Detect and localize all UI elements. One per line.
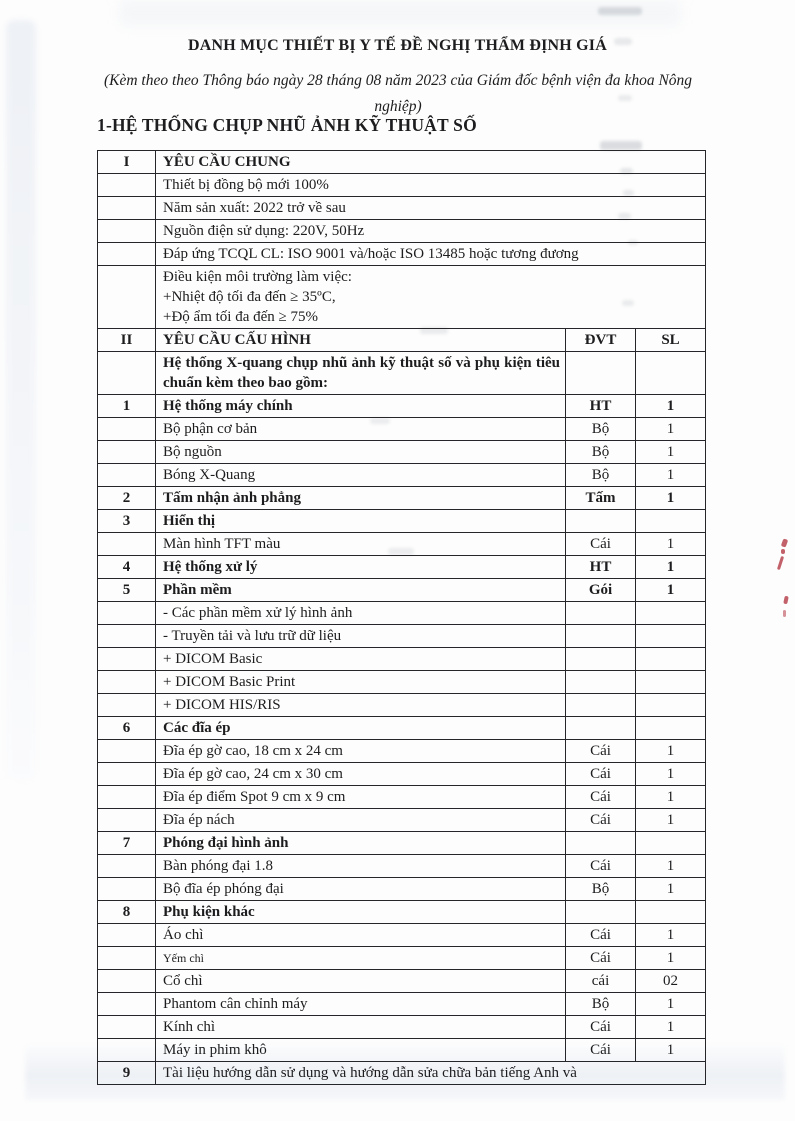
red-pen-mark [777, 556, 784, 570]
cell-no: 6 [98, 717, 156, 740]
cell-dvt: cái [566, 970, 636, 993]
cell-desc: Bộ đĩa ép phóng đại [156, 878, 566, 901]
cell-dvt: Cái [566, 740, 636, 763]
red-pen-mark [781, 538, 788, 547]
cell-no [98, 174, 156, 197]
cell-sl: 1 [636, 993, 706, 1016]
cell-dvt: Cái [566, 786, 636, 809]
table-row [98, 717, 706, 740]
cell-desc: - Truyền tải và lưu trữ dữ liệu [156, 625, 566, 648]
cell-no [98, 625, 156, 648]
cell-dvt: Tấm [566, 487, 636, 510]
table-row [98, 993, 706, 1016]
cell-no [98, 878, 156, 901]
cell-desc: Hệ thống X-quang chụp nhũ ảnh kỹ thuật số và phụ kiện tiêu chuẩn kèm theo bao gồm: [156, 352, 566, 395]
cell-desc: Bộ phận cơ bản [156, 418, 566, 441]
cell-no: 8 [98, 901, 156, 924]
cell-desc: Bàn phóng đại 1.8 [156, 855, 566, 878]
table-row [98, 464, 706, 487]
cell-sl: 1 [636, 1016, 706, 1039]
table-row [98, 395, 706, 418]
cell-dvt: Cái [566, 1039, 636, 1062]
cell-dvt [566, 717, 636, 740]
cell-no [98, 947, 156, 970]
cell-desc: Hệ thống máy chính [156, 395, 566, 418]
cell-desc: Yếm chì [156, 947, 566, 970]
cell-desc: Các đĩa ép [156, 717, 566, 740]
cell-sl: 1 [636, 924, 706, 947]
cell-desc: YÊU CẦU CHUNG [156, 151, 706, 174]
table-row [98, 602, 706, 625]
cell-dvt: ĐVT [566, 329, 636, 352]
cell-no [98, 924, 156, 947]
cell-dvt: Bộ [566, 464, 636, 487]
cell-desc: Hiển thị [156, 510, 566, 533]
cell-sl: 1 [636, 395, 706, 418]
cell-no: 1 [98, 395, 156, 418]
cell-desc: Phantom cân chỉnh máy [156, 993, 566, 1016]
cell-no [98, 671, 156, 694]
cell-desc: Phần mềm [156, 579, 566, 602]
cell-sl: 1 [636, 487, 706, 510]
cell-desc: Kính chì [156, 1016, 566, 1039]
cell-sl: 1 [636, 1039, 706, 1062]
table-row [98, 579, 706, 602]
table-row [98, 418, 706, 441]
cell-dvt: Cái [566, 533, 636, 556]
cell-no [98, 533, 156, 556]
cell-sl: 1 [636, 579, 706, 602]
table-row [98, 174, 706, 197]
cell-desc: Đĩa ép điểm Spot 9 cm x 9 cm [156, 786, 566, 809]
cell-sl: 1 [636, 740, 706, 763]
cell-sl: 1 [636, 441, 706, 464]
scan-band-left [6, 20, 36, 780]
cell-dvt: Cái [566, 924, 636, 947]
cell-no [98, 602, 156, 625]
cell-dvt: Cái [566, 1016, 636, 1039]
cell-sl: 02 [636, 970, 706, 993]
cell-dvt: Gói [566, 579, 636, 602]
cell-no [98, 464, 156, 487]
table-row [98, 832, 706, 855]
cell-dvt: Cái [566, 855, 636, 878]
cell-dvt: Bộ [566, 441, 636, 464]
cell-sl [636, 602, 706, 625]
cell-dvt: Bộ [566, 418, 636, 441]
cell-no: I [98, 151, 156, 174]
cell-desc: YÊU CẦU CẤU HÌNH [156, 329, 566, 352]
cell-desc: Phóng đại hình ảnh [156, 832, 566, 855]
cell-no: 9 [98, 1062, 156, 1085]
cell-dvt [566, 625, 636, 648]
scan-smudge [600, 141, 642, 150]
table-row [98, 441, 706, 464]
cell-desc: Bóng X-Quang [156, 464, 566, 487]
cell-desc: + DICOM HIS/RIS [156, 694, 566, 717]
table-row [98, 970, 706, 993]
cell-dvt [566, 901, 636, 924]
table-row [98, 329, 706, 352]
table-row [98, 924, 706, 947]
table-row [98, 151, 706, 174]
cell-sl: 1 [636, 786, 706, 809]
cell-desc: - Các phần mềm xử lý hình ảnh [156, 602, 566, 625]
cell-dvt: HT [566, 395, 636, 418]
cell-dvt: Cái [566, 763, 636, 786]
cell-dvt: Cái [566, 809, 636, 832]
cell-sl [636, 671, 706, 694]
cell-no [98, 763, 156, 786]
equipment-table-wrapper [97, 150, 706, 1085]
cell-dvt: Bộ [566, 993, 636, 1016]
cell-no [98, 786, 156, 809]
cell-no: 4 [98, 556, 156, 579]
cell-desc: Bộ nguồn [156, 441, 566, 464]
table-row [98, 901, 706, 924]
table-row [98, 533, 706, 556]
cell-no [98, 197, 156, 220]
cell-sl [636, 694, 706, 717]
cell-no [98, 441, 156, 464]
red-pen-mark [783, 596, 789, 605]
cell-dvt: Cái [566, 947, 636, 970]
red-pen-mark [781, 549, 785, 554]
table-row [98, 266, 706, 329]
cell-no [98, 1016, 156, 1039]
cell-sl: 1 [636, 878, 706, 901]
cell-desc: Phụ kiện khác [156, 901, 566, 924]
table-row [98, 243, 706, 266]
cell-desc: Đáp ứng TCQL CL: ISO 9001 và/hoặc ISO 13485 hoặc tương đương [156, 243, 706, 266]
section-heading: 1-HỆ THỐNG CHỤP NHŨ ẢNH KỸ THUẬT SỐ [97, 115, 477, 135]
table-row [98, 878, 706, 901]
cell-no: 2 [98, 487, 156, 510]
cell-sl [636, 352, 706, 395]
cell-no [98, 648, 156, 671]
red-pen-mark [783, 610, 786, 617]
cell-desc: Áo chì [156, 924, 566, 947]
equipment-table [97, 150, 706, 1085]
page-subtitle [62, 68, 734, 120]
cell-sl [636, 510, 706, 533]
cell-sl: 1 [636, 763, 706, 786]
table-row [98, 625, 706, 648]
table-row [98, 648, 706, 671]
cell-desc: Hệ thống xử lý [156, 556, 566, 579]
table-row [98, 220, 706, 243]
cell-no [98, 809, 156, 832]
cell-no [98, 694, 156, 717]
table-row [98, 740, 706, 763]
cell-dvt: HT [566, 556, 636, 579]
cell-sl: 1 [636, 556, 706, 579]
cell-no: 7 [98, 832, 156, 855]
table-row [98, 197, 706, 220]
cell-desc: Thiết bị đồng bộ mới 100% [156, 174, 706, 197]
page-title: DANH MỤC THIẾT BỊ Y TẾ ĐỀ NGHỊ THẨM ĐỊNH GIÁ [188, 37, 607, 54]
cell-no [98, 970, 156, 993]
cell-desc: Năm sản xuất: 2022 trở về sau [156, 197, 706, 220]
cell-desc: Màn hình TFT màu [156, 533, 566, 556]
cell-sl [636, 625, 706, 648]
cell-dvt [566, 671, 636, 694]
cell-dvt [566, 510, 636, 533]
cell-desc: Tấm nhận ảnh phẳng [156, 487, 566, 510]
table-row [98, 352, 706, 395]
cell-dvt [566, 352, 636, 395]
cell-sl: 1 [636, 947, 706, 970]
table-row [98, 694, 706, 717]
table-row [98, 671, 706, 694]
page-subtitle-line2: nghiệp) [374, 98, 422, 115]
cell-desc: Tài liệu hướng dẫn sử dụng và hướng dẫn sửa chữa bản tiếng Anh và [156, 1062, 706, 1085]
cell-desc: + DICOM Basic [156, 648, 566, 671]
cell-desc: Cổ chì [156, 970, 566, 993]
table-row [98, 487, 706, 510]
cell-desc: Máy in phim khô [156, 1039, 566, 1062]
table-row [98, 855, 706, 878]
cell-sl [636, 717, 706, 740]
cell-no [98, 266, 156, 329]
scan-smudge [598, 7, 642, 15]
cell-no: 5 [98, 579, 156, 602]
cell-desc: Điều kiện môi trường làm việc: +Nhiệt độ tối đa đến ≥ 35ºC, +Độ ẩm tối đa đến ≥ 75% [156, 266, 706, 329]
cell-dvt [566, 694, 636, 717]
cell-no: 3 [98, 510, 156, 533]
page-subtitle-line1: (Kèm theo theo Thông báo ngày 28 tháng 08 năm 2023 của Giám đốc bệnh viện đa khoa Nông [103, 72, 693, 89]
cell-sl: SL [636, 329, 706, 352]
cell-sl [636, 648, 706, 671]
cell-dvt [566, 602, 636, 625]
table-row [98, 1062, 706, 1085]
scan-band-top [120, 0, 680, 26]
cell-desc: Nguồn điện sử dụng: 220V, 50Hz [156, 220, 706, 243]
table-row [98, 1016, 706, 1039]
table-row [98, 510, 706, 533]
table-row [98, 809, 706, 832]
cell-no [98, 243, 156, 266]
cell-desc: + DICOM Basic Print [156, 671, 566, 694]
table-row [98, 947, 706, 970]
cell-desc: Đĩa ép gờ cao, 18 cm x 24 cm [156, 740, 566, 763]
cell-dvt: Bộ [566, 878, 636, 901]
cell-no: II [98, 329, 156, 352]
cell-sl: 1 [636, 533, 706, 556]
cell-desc: Đĩa ép nách [156, 809, 566, 832]
cell-sl [636, 901, 706, 924]
cell-no [98, 855, 156, 878]
cell-dvt [566, 832, 636, 855]
cell-dvt [566, 648, 636, 671]
table-row [98, 556, 706, 579]
cell-no [98, 1039, 156, 1062]
cell-sl: 1 [636, 855, 706, 878]
cell-no [98, 740, 156, 763]
cell-no [98, 418, 156, 441]
cell-sl: 1 [636, 418, 706, 441]
cell-no [98, 993, 156, 1016]
table-row [98, 786, 706, 809]
table-row [98, 763, 706, 786]
cell-sl [636, 832, 706, 855]
cell-sl: 1 [636, 464, 706, 487]
cell-no [98, 352, 156, 395]
cell-sl: 1 [636, 809, 706, 832]
cell-no [98, 220, 156, 243]
cell-desc: Đĩa ép gờ cao, 24 cm x 30 cm [156, 763, 566, 786]
table-row [98, 1039, 706, 1062]
